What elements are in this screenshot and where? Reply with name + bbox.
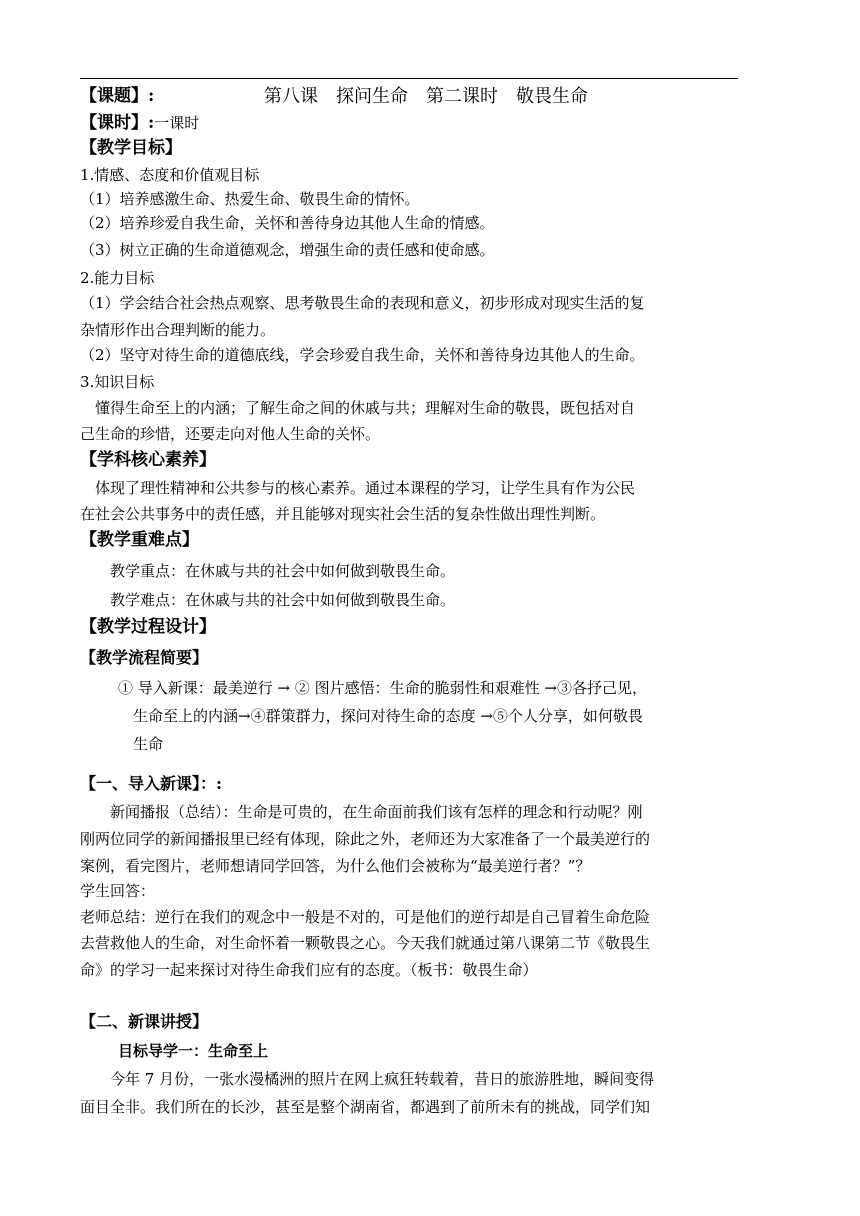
period-label: 【课时】: (80, 113, 155, 133)
lesson-para-line-1: 今年 7 月份，一张水漫橘洲的照片在网上疯狂转载着，昔日的旅游胜地，瞬间变得 (80, 1070, 655, 1088)
knowledge-line-1: 懂得生命至上的内涵；了解生命之间的休戚与共；理解对生命的敬畏，既包括对自 (80, 399, 636, 417)
intro-para-line-1: 新闻播报（总结）：生命是可贵的，在生命面前我们该有怎样的理念和行动呢？刚 (80, 803, 643, 821)
literacy-heading: 【学科核心素养】 (80, 450, 216, 470)
emotion-objective-heading: 1.情感、态度和价值观目标 (80, 166, 260, 184)
literacy-line-1: 体现了理性精神和公共参与的核心素养。通过本课程的学习，让学生具有作为公民 (80, 479, 636, 497)
knowledge-objective-heading: 3.知识目标 (80, 373, 155, 391)
ability-item-2: （2）坚守对待生命的道德底线，学会珍爱自我生命，关怀和善待身边其他人的生命。 (80, 346, 645, 364)
emotion-item-2: （2）培养珍爱自我生命，关怀和善待身边其他人生命的情感。 (80, 214, 495, 232)
flow-line-3: 生命 (118, 735, 164, 753)
emotion-item-3: （3）树立正确的生命道德观念，增强生命的责任感和使命感。 (80, 241, 495, 259)
flow-heading: 【教学流程简要】 (80, 648, 209, 667)
period-row (80, 113, 740, 133)
ability-objective-heading: 2.能力目标 (80, 269, 155, 287)
summary-line-1: 老师总结：逆行在我们的观念中一般是不对的，可是他们的逆行却是自己冒着生命危险 (80, 908, 651, 926)
teaching-difficulty: 教学难点：在休戚与共的社会中如何做到敬畏生命。 (80, 591, 456, 609)
target-guide-1: 目标导学一：生命至上 (118, 1042, 269, 1060)
intro-para-line-2: 刚两位同学的新闻播报里已经有体现，除此之外，老师还为大家准备了一个最美逆行的 (80, 830, 651, 848)
flow-line-1: ① 导入新课：最美逆行 → ② 图片感悟：生命的脆弱性和艰难性 →③各抒己见， (118, 679, 647, 697)
knowledge-line-2: 己生命的珍惜，还要走向对他人生命的关怀。 (80, 425, 381, 443)
lesson-para-line-2: 面目全非。我们所在的长沙，甚至是整个湖南省，都遇到了前所未有的挑战，同学们知 (80, 1098, 651, 1116)
title-label: 【课题】: (80, 86, 155, 106)
section-intro-heading: 【一、导入新课】：: (80, 774, 222, 793)
summary-line-2: 去营救他人的生命，对生命怀着一颗敬畏之心。今天我们就通过第八课第二节《敬畏生 (80, 934, 651, 952)
objectives-heading: 【教学目标】 (80, 138, 182, 158)
emotion-item-1: （1）培养感激生命、热爱生命、敬畏生命的情怀。 (80, 190, 420, 208)
process-heading: 【教学过程设计】 (80, 617, 216, 637)
ability-item-1-line-1: （1）学会结合社会热点观察、思考敬畏生命的表现和意义，初步形成对现实生活的复 (80, 294, 645, 312)
lesson-title: 第八课 探问生命 第二课时 敬畏生命 (264, 86, 588, 107)
summary-line-3: 命》的学习一起来探讨对待生命我们应有的态度。（板书：敬畏生命） (80, 961, 538, 979)
period-value: 一课时 (154, 114, 200, 132)
intro-para-line-3: 案例，看完图片，老师想请同学回答，为什么他们会被称为“最美逆行者？”？ (80, 857, 591, 875)
literacy-line-2: 在社会公共事务中的责任感，并且能够对现实社会生活的复杂性做出理性判断。 (80, 505, 606, 523)
flow-line-2: 生命至上的内涵→④群策群力，探问对待生命的态度 →⑤个人分享，如何敬畏 (118, 707, 643, 725)
section-new-lesson-heading: 【二、新课讲授】 (80, 1012, 209, 1031)
teaching-focus: 教学重点：在休戚与共的社会中如何做到敬畏生命。 (80, 562, 456, 580)
header-rule (80, 78, 738, 79)
ability-item-1-line-2: 杂情形作出合理判断的能力。 (80, 321, 276, 339)
student-answer: 学生回答： (80, 882, 156, 900)
key-points-heading: 【教学重难点】 (80, 530, 199, 550)
